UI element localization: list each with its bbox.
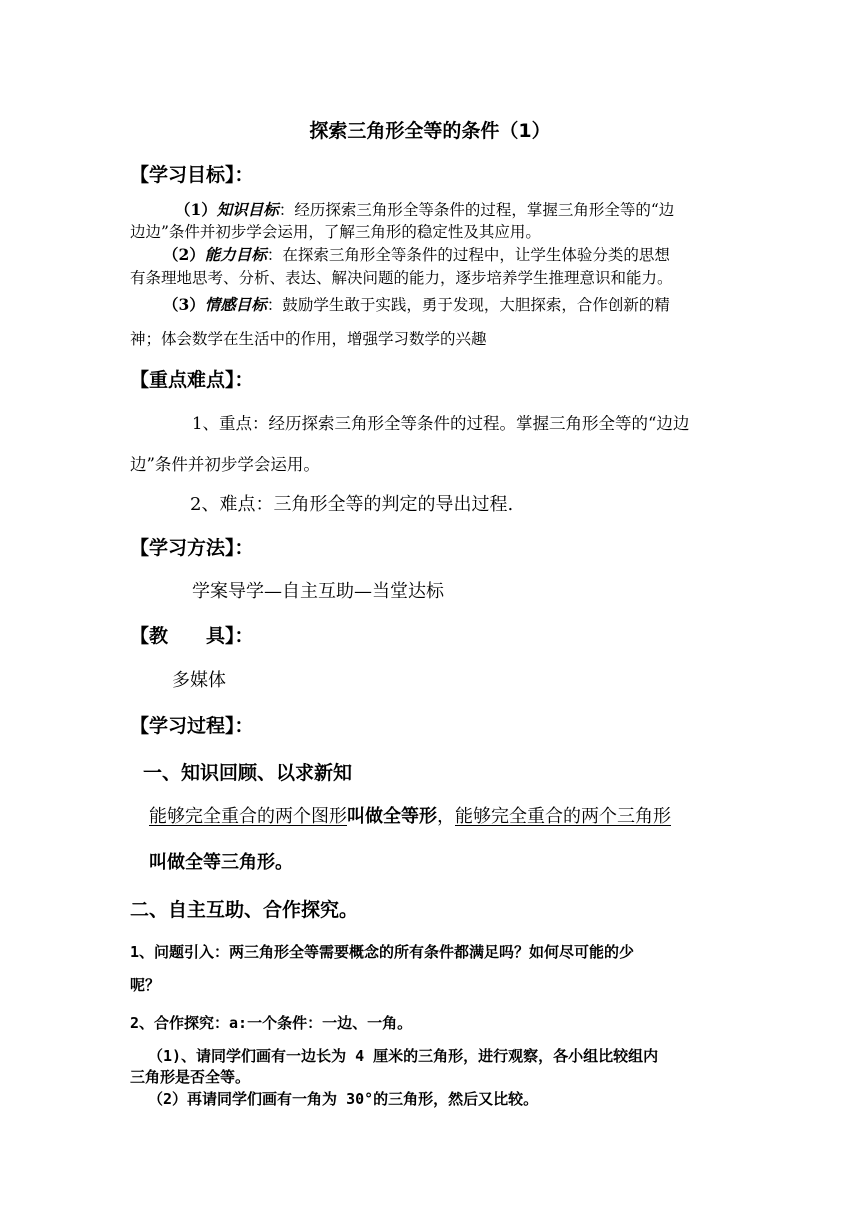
question-1-line-2: 呢？	[130, 976, 161, 994]
goal-3-label: 情感目标	[204, 295, 267, 314]
question-1-line-1: 1、问题引入：两三角形全等需要概念的所有条件都满足吗？如何尽可能的少	[130, 943, 635, 961]
process-heading: 【学习过程】：	[130, 715, 254, 737]
method-heading: 【学习方法】：	[130, 537, 254, 559]
goal-1-line-2: 边边”条件并初步学会运用，了解三角形的稳定性及其应用。	[130, 223, 541, 241]
section-1-underlined-1: 能够完全重合的两个图形	[149, 806, 347, 827]
question-2a-line-1: （1)、请同学们画有一边长为 4 厘米的三角形，进行观察，各小组比较组内	[148, 1047, 659, 1065]
goal-2-text: ：在探索三角形全等条件的过程中，让学生体验分类的思想	[266, 246, 670, 264]
section-1-line-1	[149, 802, 671, 828]
goal-2-line-2: 有条理地思考、分析、表达、解决问题的能力，逐步培养学生推理意识和能力。	[130, 269, 673, 287]
section-2-heading: 二、自主互助、合作探究。	[130, 899, 359, 921]
key-point-1-line-2: 边”条件并初步学会运用。	[130, 455, 320, 474]
tools-heading: 【教 具】：	[130, 625, 254, 647]
method-text: 学案导学—自主互助—当堂达标	[192, 581, 444, 602]
key-point-1-line-1: 1、重点：经历探索三角形全等条件的过程。掌握三角形全等的“边边	[192, 414, 690, 433]
section-1-term-1: 叫做全等形	[347, 806, 437, 827]
question-2: 2、合作探究：a:一个条件：一边、一角。	[130, 1014, 413, 1032]
question-2a-line-2: 三角形是否全等。	[130, 1068, 251, 1086]
goal-1-label: 知识目标	[216, 200, 279, 219]
question-2b: （2）再请同学们画有一角为 30°的三角形，然后又比较。	[148, 1090, 539, 1108]
goals-heading: 【学习目标】：	[130, 164, 254, 186]
tools-text: 多媒体	[172, 670, 226, 691]
page-title: 探索三角形全等的条件（1）	[309, 120, 551, 142]
goal-2-line-1	[163, 243, 670, 265]
section-1-line-2: 叫做全等三角形。	[149, 852, 293, 873]
goal-2-label: 能力目标	[204, 245, 267, 264]
section-1-heading: 一、知识回顾、以求新知	[143, 762, 353, 784]
key-point-2: 2、难点：三角形全等的判定的导出过程.	[190, 494, 514, 515]
goal-3-number: （3）	[163, 295, 205, 314]
goal-3-text: ：鼓励学生敢于实践，勇于发现，大胆探索，合作创新的精	[266, 296, 670, 314]
goal-3-line-1	[163, 293, 670, 315]
goal-1-line-1	[175, 198, 674, 220]
section-1-underlined-2: 能够完全重合的两个三角形	[455, 806, 671, 827]
goal-1-number: （1）	[175, 200, 217, 219]
goal-2-number: （2）	[163, 245, 205, 264]
goal-3-line-2: 神；体会数学在生活中的作用，增强学习数学的兴趣	[130, 330, 487, 348]
key-points-heading: 【重点难点】：	[130, 369, 254, 391]
goal-1-text: ：经历探索三角形全等条件的过程，掌握三角形全等的“边	[278, 201, 675, 219]
section-1-comma: ，	[437, 806, 455, 827]
